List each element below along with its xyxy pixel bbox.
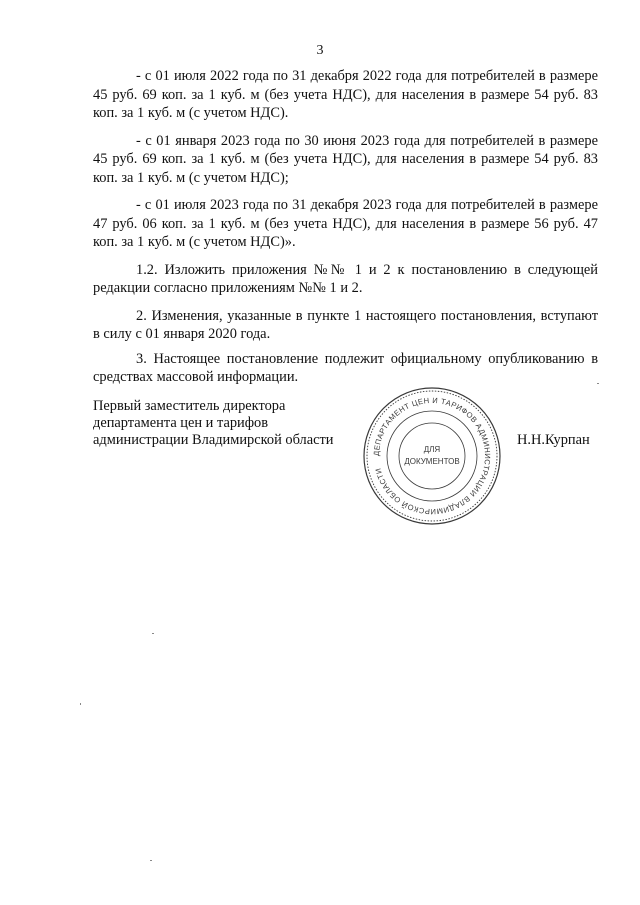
position-line-2: департамента цен и тарифов	[93, 415, 269, 431]
seal-ring-text	[372, 396, 492, 516]
seal-center-line-1: ДЛЯ	[423, 445, 441, 454]
seal-rings	[364, 388, 500, 524]
seal-ring-textpath: ДЕПАРТАМЕНТ ЦЕН И ТАРИФОВ АДМИНИСТРАЦИИ ВЛАДИМИРСКОЙ ОБЛАСТИ	[371, 395, 493, 517]
seal-center-line-2: ДОКУМЕНТОВ	[404, 457, 460, 466]
position-line-1: Первый заместитель директора	[93, 398, 286, 414]
clause-1-2: 1.2. Изложить приложения №№ 1 и 2 к постановлению в следующей редакции согласно приложениям №№ 1 и 2.	[93, 261, 598, 296]
tariff-paragraph-1: - с 01 июля 2022 года по 31 декабря 2022 года для потребителей в размере 45 руб. 69 коп. за 1 куб. м (без учета НДС), для населения в размере 54 руб. 83 коп. за 1 куб. м (с учетом НДС).	[93, 68, 598, 121]
tariff-paragraph-2: - с 01 января 2023 года по 30 июня 2023 года для потребителей в размере 45 руб. 69 коп. за 1 куб. м (без учета НДС), для населения в размере 54 руб. 83 коп. за 1 куб. м (с учетом НДС);	[93, 132, 598, 186]
scan-speck	[80, 703, 81, 705]
position-line-3: администрации Владимирской области	[93, 432, 334, 448]
tariff-paragraph-3: - с 01 июля 2023 года по 31 декабря 2023 года для потребителей в размере 47 руб. 06 коп. за 1 куб. м (без учета НДС), для населения в размере 56 руб. 47 коп. за 1 куб. м (с учетом НДС)».	[93, 197, 598, 250]
official-seal	[362, 386, 502, 526]
scan-speck	[597, 383, 599, 384]
signatory-position	[93, 398, 353, 449]
signatory-name: Н.Н.Курпан	[517, 432, 590, 448]
clause-3: 3. Настоящее постановление подлежит официальному опубликованию в средствах массовой информации.	[93, 350, 598, 385]
document-body	[93, 67, 598, 396]
scan-speck	[150, 860, 152, 861]
scan-speck	[152, 633, 154, 634]
clause-2: 2. Изменения, указанные в пункте 1 настоящего постановления, вступают в силу с 01 января 2020 года.	[93, 307, 598, 342]
page-number: 3	[316, 43, 324, 58]
